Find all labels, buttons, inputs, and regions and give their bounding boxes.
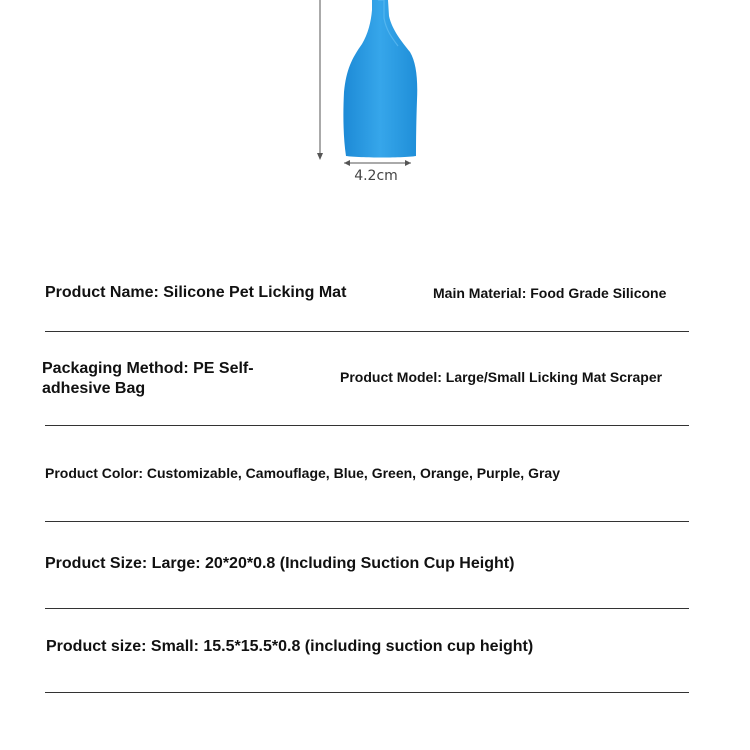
width-dimension-line [344, 160, 411, 166]
spatula-image [343, 0, 417, 158]
divider-line [45, 521, 689, 522]
product-size-large-spec: Product Size: Large: 20*20*0.8 (Including Suction Cup Height) [45, 555, 515, 572]
packaging-method-spec: Packaging Method: PE Self-adhesive Bag [42, 360, 254, 397]
main-material-spec: Main Material: Food Grade Silicone [433, 285, 667, 301]
width-dimension-label: 4.2cm [354, 168, 398, 184]
divider-line [45, 331, 689, 332]
product-size-small-spec: Product size: Small: 15.5*15.5*0.8 (including suction cup height) [46, 638, 534, 655]
divider-line [45, 608, 689, 609]
height-dimension-line [317, 0, 323, 160]
divider-line [45, 425, 689, 426]
divider-line [45, 692, 689, 693]
product-color-spec: Product Color: Customizable, Camouflage, Blue, Green, Orange, Purple, Gray [45, 465, 560, 481]
product-model-spec: Product Model: Large/Small Licking Mat Scraper [340, 369, 663, 385]
product-name-spec: Product Name: Silicone Pet Licking Mat [45, 284, 347, 301]
